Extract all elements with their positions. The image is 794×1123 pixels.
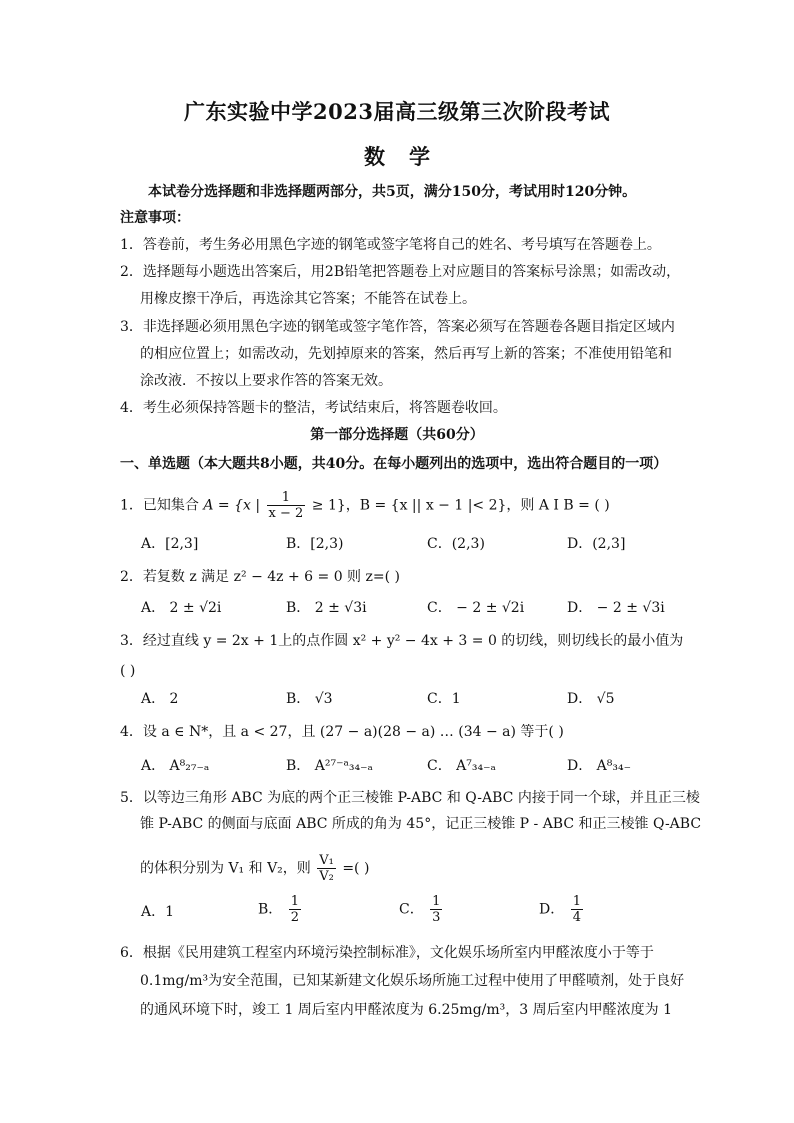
question-6: 6．根据《民用建筑工程室内环境污染控制标准》，文化娱乐场所室内甲醛浓度小于等于 — [120, 945, 654, 961]
q4-option-b: B． A²⁷⁻ᵃ₃₄₋ₐ — [286, 758, 373, 774]
q4-option-a: A． A⁸₂₇₋ₐ — [141, 758, 210, 774]
q1-fraction-num: 1 — [267, 490, 306, 506]
note-item-3: 3．非选择题必须用黑色字迹的钢笔或签字笔作答，答案必须写在答题卷各题目指定区域内 — [120, 319, 675, 335]
q3-option-c: C．1 — [427, 691, 461, 707]
q5-option-d-den: 4 — [572, 910, 581, 925]
q3-option-b: B． √3 — [286, 691, 333, 707]
question-5: 5．以等边三角形 ABC 为底的两个正三棱锥 P-ABC 和 Q-ABC 内接于同一个球，并且正三棱 — [120, 790, 700, 806]
question-3-cont: ( ) — [120, 663, 136, 679]
q1-fraction-den: x − 2 — [268, 506, 304, 521]
q5-option-b-num: 1 — [290, 894, 300, 909]
q5-option-c — [399, 894, 444, 925]
exam-intro: 本试卷分选择题和非选择题两部分，共5页，满分150分，考试用时120分钟。 — [148, 184, 637, 200]
q4-option-c: C． A⁷₃₄₋ₐ — [427, 758, 496, 774]
q1-intro: 1．已知集合 — [120, 497, 199, 514]
q5-option-d-label: D． — [539, 901, 565, 918]
q2-option-d: D． − 2 ± √3i — [567, 600, 665, 616]
q1-option-c: C．(2,3) — [427, 536, 485, 552]
note-item-4: 4．考生必须保持答题卡的整洁，考试结束后，将答题卷收回。 — [120, 400, 507, 416]
q5-option-c-label: C． — [399, 901, 424, 918]
question-1 — [120, 490, 680, 521]
q5-option-b-fraction — [289, 894, 301, 925]
question-5-cont: 锥 P-ABC 的侧面与底面 ABC 所成的角为 45°，记正三棱锥 P - ABC 和正三棱锥 Q-ABC — [140, 816, 702, 832]
q5-option-d-num: 1 — [572, 894, 581, 909]
q1-fraction — [267, 490, 306, 521]
q2-option-b: B． 2 ± √3i — [286, 600, 367, 616]
question-4: 4．设 a ∈ N*，且 a < 27，且 (27 − a)(28 − a) … (34 − a) 等于( ) — [120, 724, 564, 740]
q1-set-a: A = {x | — [203, 497, 261, 514]
q5-fraction — [317, 853, 336, 884]
note-item-3-cont: 的相应位置上；如需改动，先划掉原来的答案，然后再写上新的答案；不准使用铅笔和 — [140, 346, 672, 362]
section-heading: 一、单选题（本大题共8小题，共40分。在每小题列出的选项中，选出符合题目的一项） — [120, 456, 668, 472]
question-3: 3．经过直线 y = 2x + 1上的点作圆 x² + y² − 4x + 3 = 0 的切线，则切线长的最小值为 — [120, 633, 684, 649]
note-item-2: 2．选择题每小题选出答案后，用2B铅笔把答题卷上对应题目的答案标号涂黑；如需改动， — [120, 264, 681, 280]
question-6-cont2: 的通风环境下时，竣工 1 周后室内甲醛浓度为 6.25mg/m³，3 周后室内甲醛浓度为 1 — [140, 1002, 672, 1018]
q5-option-c-fraction — [430, 894, 442, 925]
question-6-cont: 0.1mg/m³为安全范围，已知某新建文化娱乐场所施工过程中使用了甲醛喷剂，处于良好 — [140, 973, 685, 989]
q5-option-d-fraction — [571, 894, 583, 925]
notes-heading: 注意事项： — [120, 210, 190, 226]
question-5-cont2 — [140, 853, 700, 884]
q5-option-d — [539, 894, 585, 925]
q5-fraction-num: V₁ — [319, 853, 334, 868]
q5-option-c-den: 3 — [432, 910, 441, 925]
part1-heading: 第一部分选择题（共60分） — [310, 427, 484, 443]
q5-text-end: =( ) — [342, 860, 370, 877]
q5-option-a — [141, 903, 174, 921]
subject-title: 数学 — [364, 144, 454, 169]
q5-option-a-label: A．1 — [141, 904, 175, 920]
q5-option-b-den: 2 — [290, 910, 300, 925]
q4-option-d: D． A⁸₃₄₋ — [567, 758, 632, 774]
exam-title: 广东实验中学2023届高三级第三次阶段考试 — [184, 99, 610, 124]
note-item-3-cont2: 涂改液．不按以上要求作答的答案无效。 — [140, 373, 392, 389]
q5-option-b — [258, 894, 303, 925]
q5-option-c-num: 1 — [432, 894, 441, 909]
note-item-1: 1．答卷前，考生务必用黑色字迹的钢笔或签字笔将自己的姓名、考号填写在答题卷上。 — [120, 237, 661, 253]
q2-option-a: A． 2 ± √2i — [141, 600, 222, 616]
question-2: 2．若复数 z 满足 z² − 4z + 6 = 0 则 z=( ) — [120, 569, 400, 585]
q3-option-d: D． √5 — [567, 691, 615, 707]
q5-fraction-den: V₂ — [319, 869, 334, 884]
q5-option-b-label: B． — [258, 901, 283, 918]
q5-text: 的体积分别为 V₁ 和 V₂，则 — [140, 860, 311, 877]
q2-option-c: C． − 2 ± √2i — [427, 600, 525, 616]
q1-option-b: B．[2,3) — [286, 536, 344, 552]
q1-rest: ≥ 1}，B = {x || x − 1 |< 2}，则 A I B = ( ) — [311, 497, 610, 514]
q1-option-d: D．(2,3] — [567, 536, 626, 552]
q1-option-a: A．[2,3] — [141, 536, 199, 552]
note-item-2-cont: 用橡皮擦干净后，再选涂其它答案；不能答在试卷上。 — [140, 291, 476, 307]
q3-option-a: A． 2 — [141, 691, 179, 707]
